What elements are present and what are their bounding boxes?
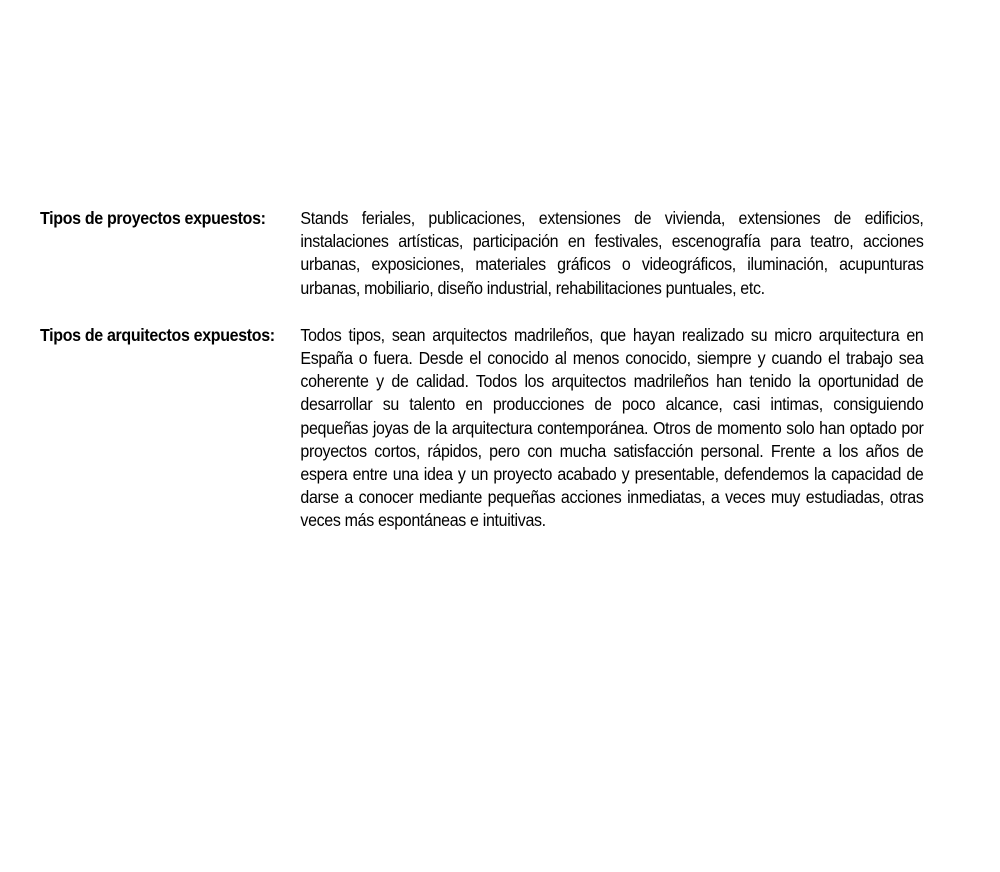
section-project-types xyxy=(40,207,924,300)
section-text: Todos tipos, sean arquitectos madrileños, que hayan realizado su micro arquitectura en España o fuera. Desde el conocido al menos conocido, siempre y cuando el trabajo sea coherente y de calidad. Todos los arquitectos madrileños han tenido la oportunidad de desarrollar su talento en producciones de poco alcance, casi intimas, consiguiendo pequeñas joyas de la arquitectura contemporánea. Otros de momento solo han optado por proyectos cortos, rápidos, pero con mucha satisfacción personal. Frente a los años de espera entre una idea y un proyecto acabado y presentable, defendemos la capacidad de darse a conocer mediante pequeñas acciones inmediatas, a veces muy estudiadas, otras veces más espontáneas e intuitivas. xyxy=(300,324,924,531)
section-label: Tipos de arquitectos expuestos: xyxy=(40,324,275,345)
section-text: Stands feriales, publicaciones, extensiones de vivienda, extensiones de edificios, instalaciones artísticas, participación en festivales, escenografía para teatro, acciones urbanas, exposiciones, materiales gráficos o videográficos, iluminación, acupunturas urbanas, mobiliario, diseño industrial, rehabilitaciones puntuales, etc. xyxy=(300,208,924,298)
section-architect-types xyxy=(40,324,924,533)
document-body xyxy=(40,207,924,533)
section-label: Tipos de proyectos expuestos: xyxy=(40,208,266,228)
